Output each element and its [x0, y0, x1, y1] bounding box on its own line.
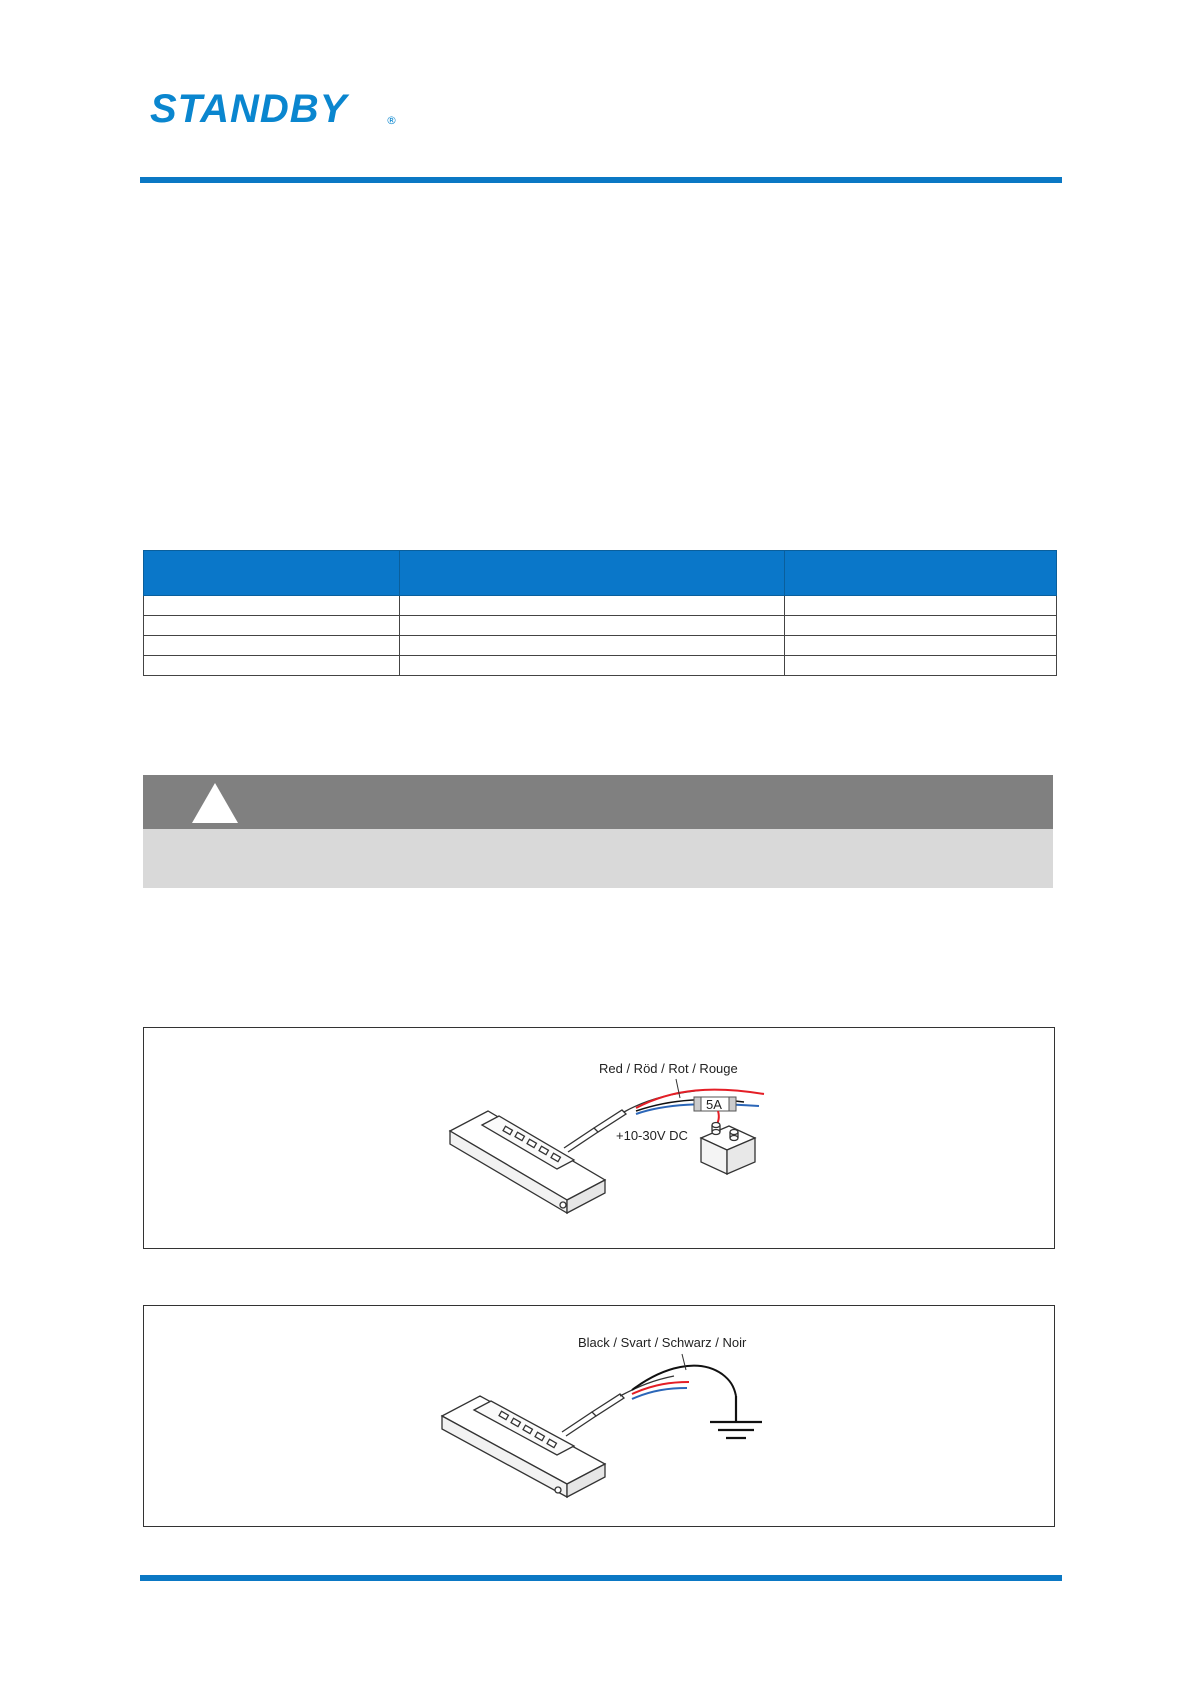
label-leader-line	[676, 1079, 680, 1098]
table-cell	[400, 656, 785, 676]
table-header-cell	[144, 551, 400, 596]
warning-triangle-icon	[191, 782, 239, 824]
table-cell	[400, 596, 785, 616]
table-cell	[785, 636, 1057, 656]
table-cell	[400, 616, 785, 636]
table-cell	[785, 596, 1057, 616]
table-header-cell	[785, 551, 1057, 596]
ground-wiring-figure	[143, 1305, 1055, 1527]
black-wire	[632, 1366, 736, 1396]
footer-rule	[140, 1575, 1062, 1581]
table-cell	[400, 636, 785, 656]
power-wiring-figure	[143, 1027, 1055, 1249]
warning-header	[143, 775, 1053, 829]
power-wiring-diagram	[144, 1028, 1056, 1250]
ground-symbol-icon	[710, 1396, 762, 1438]
table-row	[144, 616, 1057, 636]
table-cell	[144, 616, 400, 636]
standby-logo	[150, 86, 400, 130]
table-header-row	[144, 551, 1057, 596]
table-row	[144, 636, 1057, 656]
table-cell	[785, 616, 1057, 636]
table-header-cell	[400, 551, 785, 596]
fuse-label: 5A	[706, 1097, 722, 1112]
table-cell	[144, 636, 400, 656]
spec-table	[143, 550, 1057, 676]
warning-box	[143, 775, 1053, 888]
table-cell	[144, 596, 400, 616]
ground-wiring-diagram	[144, 1306, 1056, 1528]
table-row	[144, 596, 1057, 616]
table-row	[144, 656, 1057, 676]
table-cell	[785, 656, 1057, 676]
control-panel-illustration	[450, 1111, 605, 1213]
control-panel-illustration	[442, 1396, 605, 1497]
voltage-label: +10-30V DC	[616, 1128, 688, 1143]
warning-body	[143, 829, 1053, 888]
battery-icon	[701, 1123, 755, 1175]
logo-text: STANDBY	[150, 87, 348, 130]
logo-registered-mark: ®	[386, 114, 397, 127]
header-rule	[140, 177, 1062, 183]
black-wire-label: Black / Svart / Schwarz / Noir	[578, 1335, 747, 1350]
table-cell	[144, 656, 400, 676]
red-wire-label: Red / Röd / Rot / Rouge	[599, 1061, 738, 1076]
